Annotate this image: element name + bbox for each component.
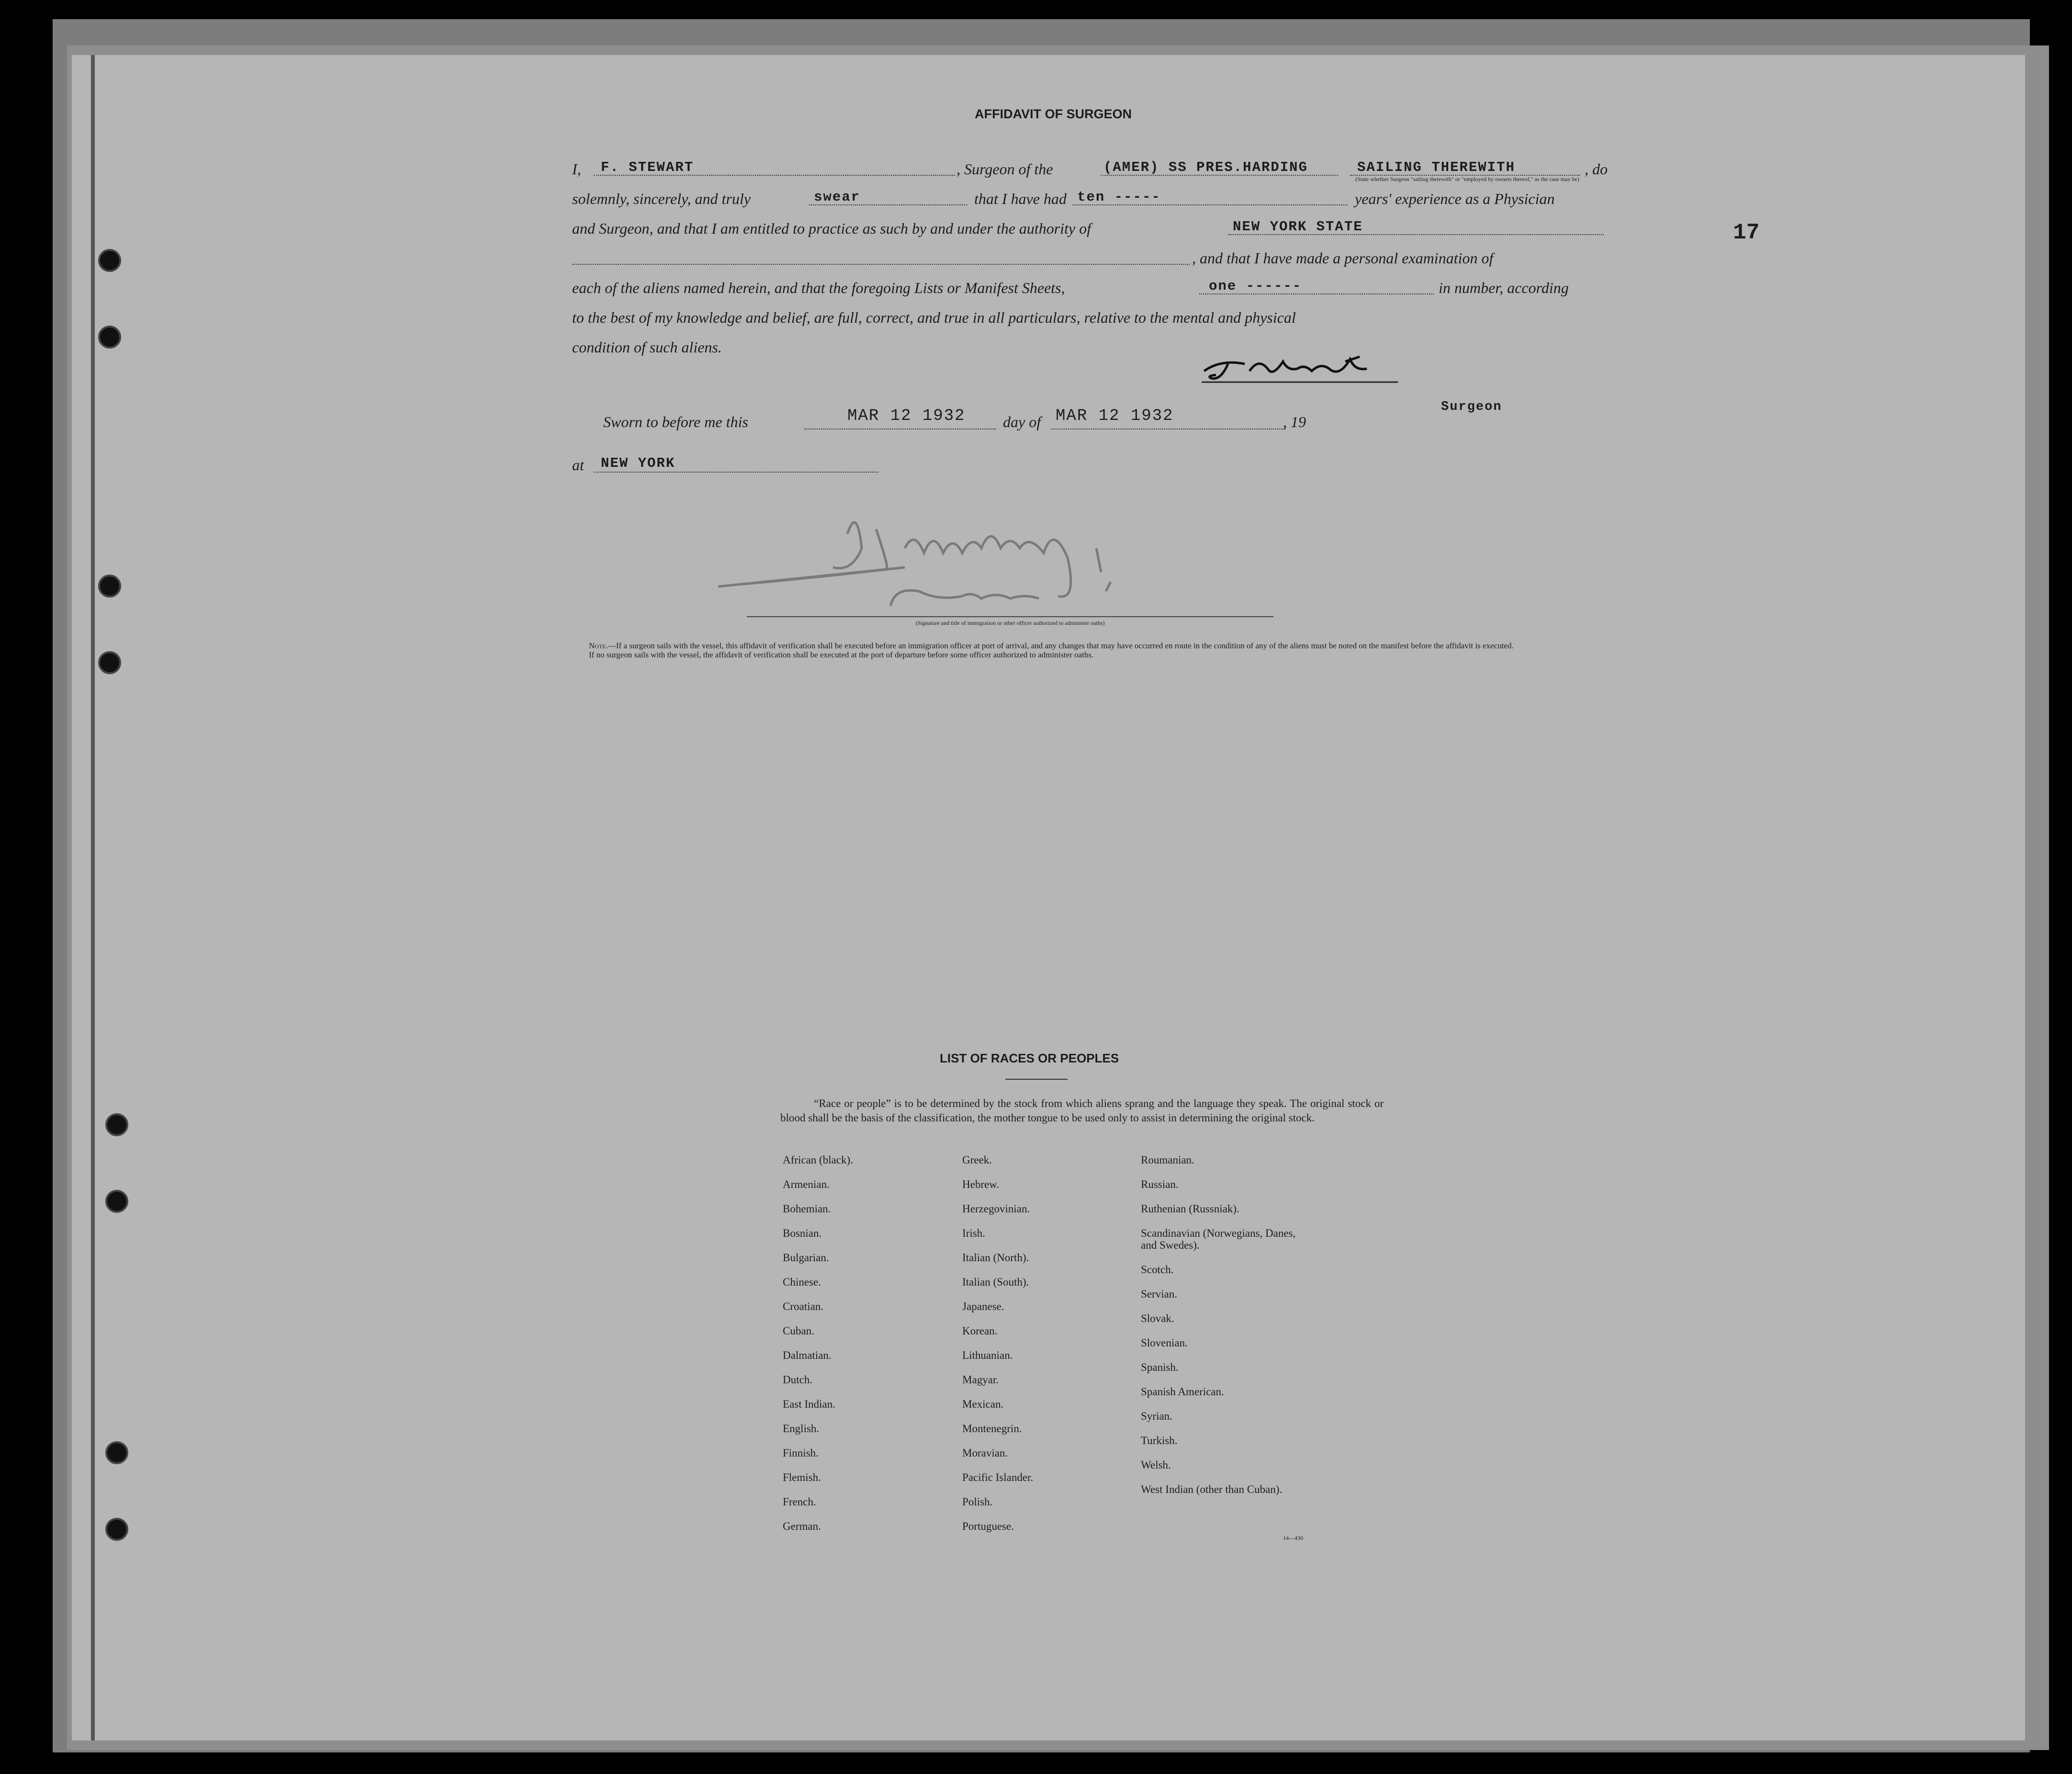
punch-hole	[105, 1113, 128, 1136]
race-item: Bulgarian.	[783, 1252, 829, 1264]
punch-hole	[105, 1518, 128, 1541]
race-item: Bohemian.	[783, 1203, 831, 1215]
race-item: Finnish.	[783, 1447, 819, 1459]
race-item: African (black).	[783, 1154, 853, 1166]
officer-caption: (Signature and title of immigration or other officer authorized to administer oaths)	[915, 620, 1105, 626]
manifest-page	[72, 55, 2025, 1740]
race-item: Spanish American.	[1141, 1386, 1224, 1398]
surgeon-name: F. STEWART	[601, 159, 694, 175]
races-title: LIST OF RACES OR PEOPLES	[939, 1051, 1119, 1065]
race-item: Greek.	[962, 1154, 992, 1166]
affidavit-line1-mid: , Surgeon of the	[957, 160, 1053, 178]
page-number: 17	[1733, 220, 1760, 245]
surgeon-signature	[1202, 342, 1403, 390]
sworn-month-stamp: MAR 12 1932	[1056, 407, 1174, 425]
affidavit-line6: to the best of my knowledge and belief, are full, correct, and true in all particulars, relative to the mental and physical	[572, 309, 1296, 326]
races-intro: “Race or people” is to be determined by the stock from which aliens sprang and the language they speak. The original stock or blood shall be the basis of the classification, the mother tongue to be used only to assist in determining the original stock.	[780, 1097, 1384, 1124]
race-item: Roumanian.	[1141, 1154, 1194, 1166]
affidavit-line4: , and that I have made a personal examination of	[1192, 249, 1494, 267]
punch-hole	[98, 249, 121, 272]
race-item: Croatian.	[783, 1300, 823, 1312]
punch-hole	[98, 575, 121, 598]
race-item: Magyar.	[962, 1374, 999, 1386]
authority: NEW YORK STATE	[1233, 219, 1363, 235]
race-item: Korean.	[962, 1325, 998, 1337]
race-item: German.	[783, 1520, 821, 1532]
races-col2	[962, 1154, 1135, 1545]
sworn-prefix: Sworn to before me this	[603, 413, 748, 430]
authority-field-cont	[572, 264, 1190, 265]
affidavit-line7: condition of such aliens.	[572, 339, 722, 356]
affidavit-line2-mid: that I have had	[974, 190, 1067, 207]
race-item: Servian.	[1141, 1288, 1178, 1300]
sailing-status: SAILING THEREWITH	[1357, 159, 1515, 175]
race-item: Chinese.	[783, 1276, 821, 1288]
at-label: at	[572, 456, 584, 474]
affidavit-line1-suffix: , do	[1585, 160, 1608, 178]
races-divider	[1005, 1079, 1068, 1080]
race-item: Slovenian.	[1141, 1337, 1188, 1349]
race-item: Pacific Islander.	[962, 1471, 1034, 1483]
race-item: Mexican.	[962, 1398, 1004, 1410]
race-item: Russian.	[1141, 1178, 1179, 1190]
race-item: French.	[783, 1496, 816, 1508]
punch-hole	[98, 326, 121, 349]
races-col3	[1141, 1154, 1304, 1520]
note-label: Note.	[589, 641, 608, 650]
race-item: Dalmatian.	[783, 1349, 832, 1361]
note-text2: If no surgeon sails with the vessel, the affidavit of verification shall be executed at the port of departure before some officer authorized to administer oaths.	[589, 650, 1094, 659]
race-item: Ruthenian (Russniak).	[1141, 1203, 1239, 1215]
affidavit-title: AFFIDAVIT OF SURGEON	[975, 107, 1132, 121]
sworn-mid: day of	[1003, 413, 1041, 430]
vessel-name: (AMER) SS PRES.HARDING	[1104, 159, 1308, 175]
race-item: Hebrew.	[962, 1178, 1000, 1190]
race-item: West Indian (other than Cuban).	[1141, 1483, 1283, 1495]
punch-hole	[105, 1190, 128, 1213]
form-number: 14—430	[1283, 1535, 1303, 1541]
race-item: Herzegovinian.	[962, 1203, 1030, 1215]
race-item: Cuban.	[783, 1325, 814, 1337]
race-item: Scandinavian (Norwegians, Danes, and Swedes).	[1141, 1227, 1296, 1251]
race-item: Spanish.	[1141, 1361, 1179, 1373]
affidavit-line5-suffix: in number, according	[1439, 279, 1569, 296]
affidavit-line2-prefix: solemnly, sincerely, and truly	[572, 190, 751, 207]
race-item: English.	[783, 1423, 820, 1435]
races-col1	[783, 1154, 955, 1545]
officer-signature	[713, 476, 1264, 615]
affidavit-line5-prefix: each of the aliens named herein, and that the foregoing Lists or Manifest Sheets,	[572, 279, 1065, 296]
race-item: Lithuanian.	[962, 1349, 1013, 1361]
race-item: Italian (North).	[962, 1252, 1029, 1264]
race-item: Montenegrin.	[962, 1423, 1022, 1435]
race-item: Flemish.	[783, 1471, 821, 1483]
note-text: —If a surgeon sails with the vessel, this affidavit of verification shall be executed before an immigration officer at port of arrival, and any changes that may have occurred en route in the condition of any of the aliens must be noted on the manifest before the affidavit is executed.	[608, 641, 1514, 650]
race-item: Bosnian.	[783, 1227, 822, 1239]
race-item: Scotch.	[1141, 1264, 1174, 1276]
race-item: Armenian.	[783, 1178, 830, 1190]
race-item: Irish.	[962, 1227, 985, 1239]
sworn-suffix: , 19	[1283, 413, 1306, 430]
sworn-date-stamp: MAR 12 1932	[847, 407, 966, 425]
note	[589, 641, 1609, 659]
race-item: Italian (South).	[962, 1276, 1029, 1288]
punch-hole	[98, 651, 121, 674]
race-item: Syrian.	[1141, 1410, 1172, 1422]
race-item: Welsh.	[1141, 1459, 1171, 1471]
punch-hole	[105, 1441, 128, 1464]
place-field	[594, 472, 878, 473]
race-item: Japanese.	[962, 1300, 1004, 1312]
race-item: Polish.	[962, 1496, 993, 1508]
oath-word: swear	[814, 189, 861, 205]
surgeon-label: Surgeon	[1441, 400, 1502, 414]
affidavit-line3-prefix: and Surgeon, and that I am entitled to practice as such by and under the authority of	[572, 220, 1091, 237]
sheet-count: one ------	[1209, 278, 1302, 294]
race-item: Moravian.	[962, 1447, 1008, 1459]
race-item: Portuguese.	[962, 1520, 1014, 1532]
affidavit-line2-suffix: years' experience as a Physician	[1355, 190, 1555, 207]
binding-edge	[91, 55, 95, 1740]
race-item: East Indian.	[783, 1398, 835, 1410]
years-experience: ten -----	[1077, 189, 1161, 205]
race-item: Dutch.	[783, 1374, 812, 1386]
affidavit-line1-prefix: I,	[572, 160, 581, 178]
race-item: Turkish.	[1141, 1435, 1178, 1446]
officer-signature-line	[747, 616, 1273, 617]
sailing-note: (State whether Surgeon "sailing therewith" or "employed by owners thereof," as the case may be)	[1355, 176, 1579, 182]
race-item: Slovak.	[1141, 1312, 1174, 1324]
place: NEW YORK	[601, 455, 676, 471]
